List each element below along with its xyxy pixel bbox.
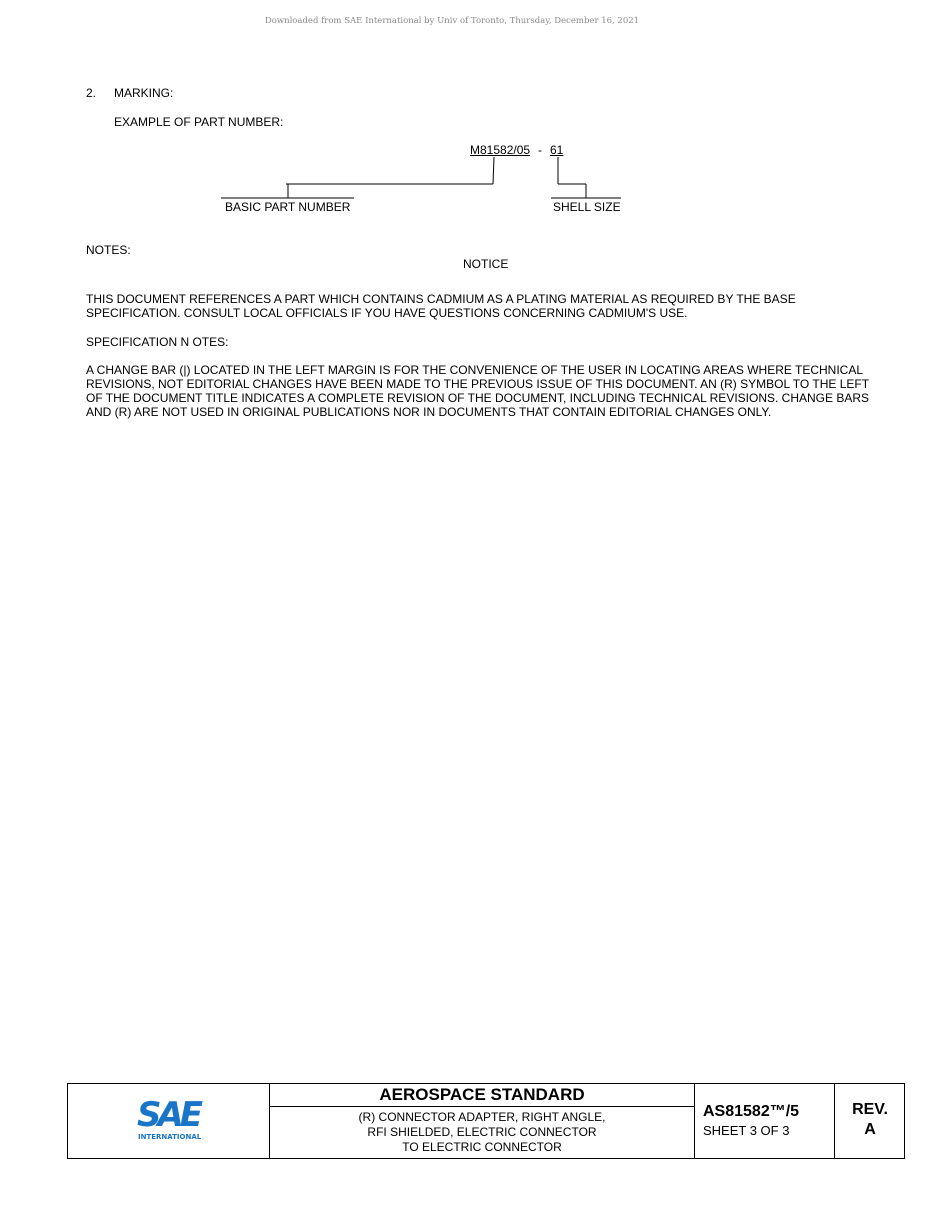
notes-heading: NOTES: <box>86 243 131 257</box>
cadmium-notice-line: THIS DOCUMENT REFERENCES A PART WHICH CONTAINS CADMIUM AS A PLATING MATERIAL AS REQUIRED BY THE BASE <box>86 292 796 306</box>
specification-notes-heading: SPECIFICATION N OTES: <box>86 335 229 349</box>
change-bar-note <box>86 363 916 419</box>
basic-part-number-label: BASIC PART NUMBER <box>225 200 351 214</box>
shell-size-code: 61 <box>550 143 564 157</box>
standard-title: AEROSPACE STANDARD <box>270 1084 694 1107</box>
document-subtitle-line: (R) CONNECTOR ADAPTER, RIGHT ANGLE, <box>358 1110 606 1124</box>
document-subtitle-line: RFI SHIELDED, ELECTRIC CONNECTOR <box>367 1125 597 1139</box>
document-number: AS81582™/5 <box>703 1103 800 1120</box>
part-number-callout-lines <box>0 0 950 260</box>
sheet-number: SHEET 3 OF 3 <box>703 1123 790 1138</box>
shell-size-label: SHELL SIZE <box>553 200 621 214</box>
revision-label: REV. <box>852 1101 888 1118</box>
change-bar-note-line: A CHANGE BAR (|) LOCATED IN THE LEFT MARGIN IS FOR THE CONVENIENCE OF THE USER IN LOCATING AREAS WHERE TECHNICAL <box>86 363 864 377</box>
basic-leader-vertical <box>493 157 494 184</box>
title-block <box>67 1083 905 1159</box>
section-number: 2. <box>86 86 97 100</box>
document-number-cell <box>695 1084 835 1158</box>
sae-logo-subtext: INTERNATIONAL <box>138 1133 202 1141</box>
cadmium-notice <box>86 292 916 320</box>
document-subtitle-line: TO ELECTRIC CONNECTOR <box>402 1140 562 1154</box>
change-bar-note-line: REVISIONS, NOT EDITORIAL CHANGES HAVE BEEN MADE TO THE PREVIOUS ISSUE OF THIS DOCUMENT. AN (R) SYMBOL TO THE LEFT <box>86 377 870 391</box>
example-label: EXAMPLE OF PART NUMBER: <box>114 115 284 129</box>
revision-value: A <box>864 1121 876 1138</box>
sae-logo <box>137 1095 205 1144</box>
sae-logo-mark: SAE <box>137 1095 200 1135</box>
change-bar-note-line: OF THE DOCUMENT TITLE INDICATES A COMPLETE REVISION OF THE DOCUMENT, INCLUDING TECHNICAL REVISIONS. CHANGE BARS <box>86 391 870 405</box>
revision-cell <box>835 1084 905 1158</box>
change-bar-note-line: AND (R) ARE NOT USED IN ORIGINAL PUBLICATIONS NOR IN DOCUMENTS THAT CONTAIN EDITORIAL CHANGES ONLY. <box>86 405 772 419</box>
download-note: Downloaded from SAE International by Univ of Toronto, Thursday, December 16, 2021 <box>264 16 640 26</box>
title-cell <box>270 1084 695 1158</box>
part-number-separator: - <box>538 143 542 157</box>
logo-cell <box>68 1084 270 1158</box>
revision <box>835 1100 905 1140</box>
section-heading: MARKING: <box>114 86 174 100</box>
cadmium-notice-line: SPECIFICATION. CONSULT LOCAL OFFICIALS IF YOU HAVE QUESTIONS CONCERNING CADMIUM'S USE. <box>86 306 688 320</box>
notice-title: NOTICE <box>463 257 509 271</box>
document-subtitle <box>270 1110 694 1155</box>
part-number-code: M81582/05 <box>470 143 531 157</box>
